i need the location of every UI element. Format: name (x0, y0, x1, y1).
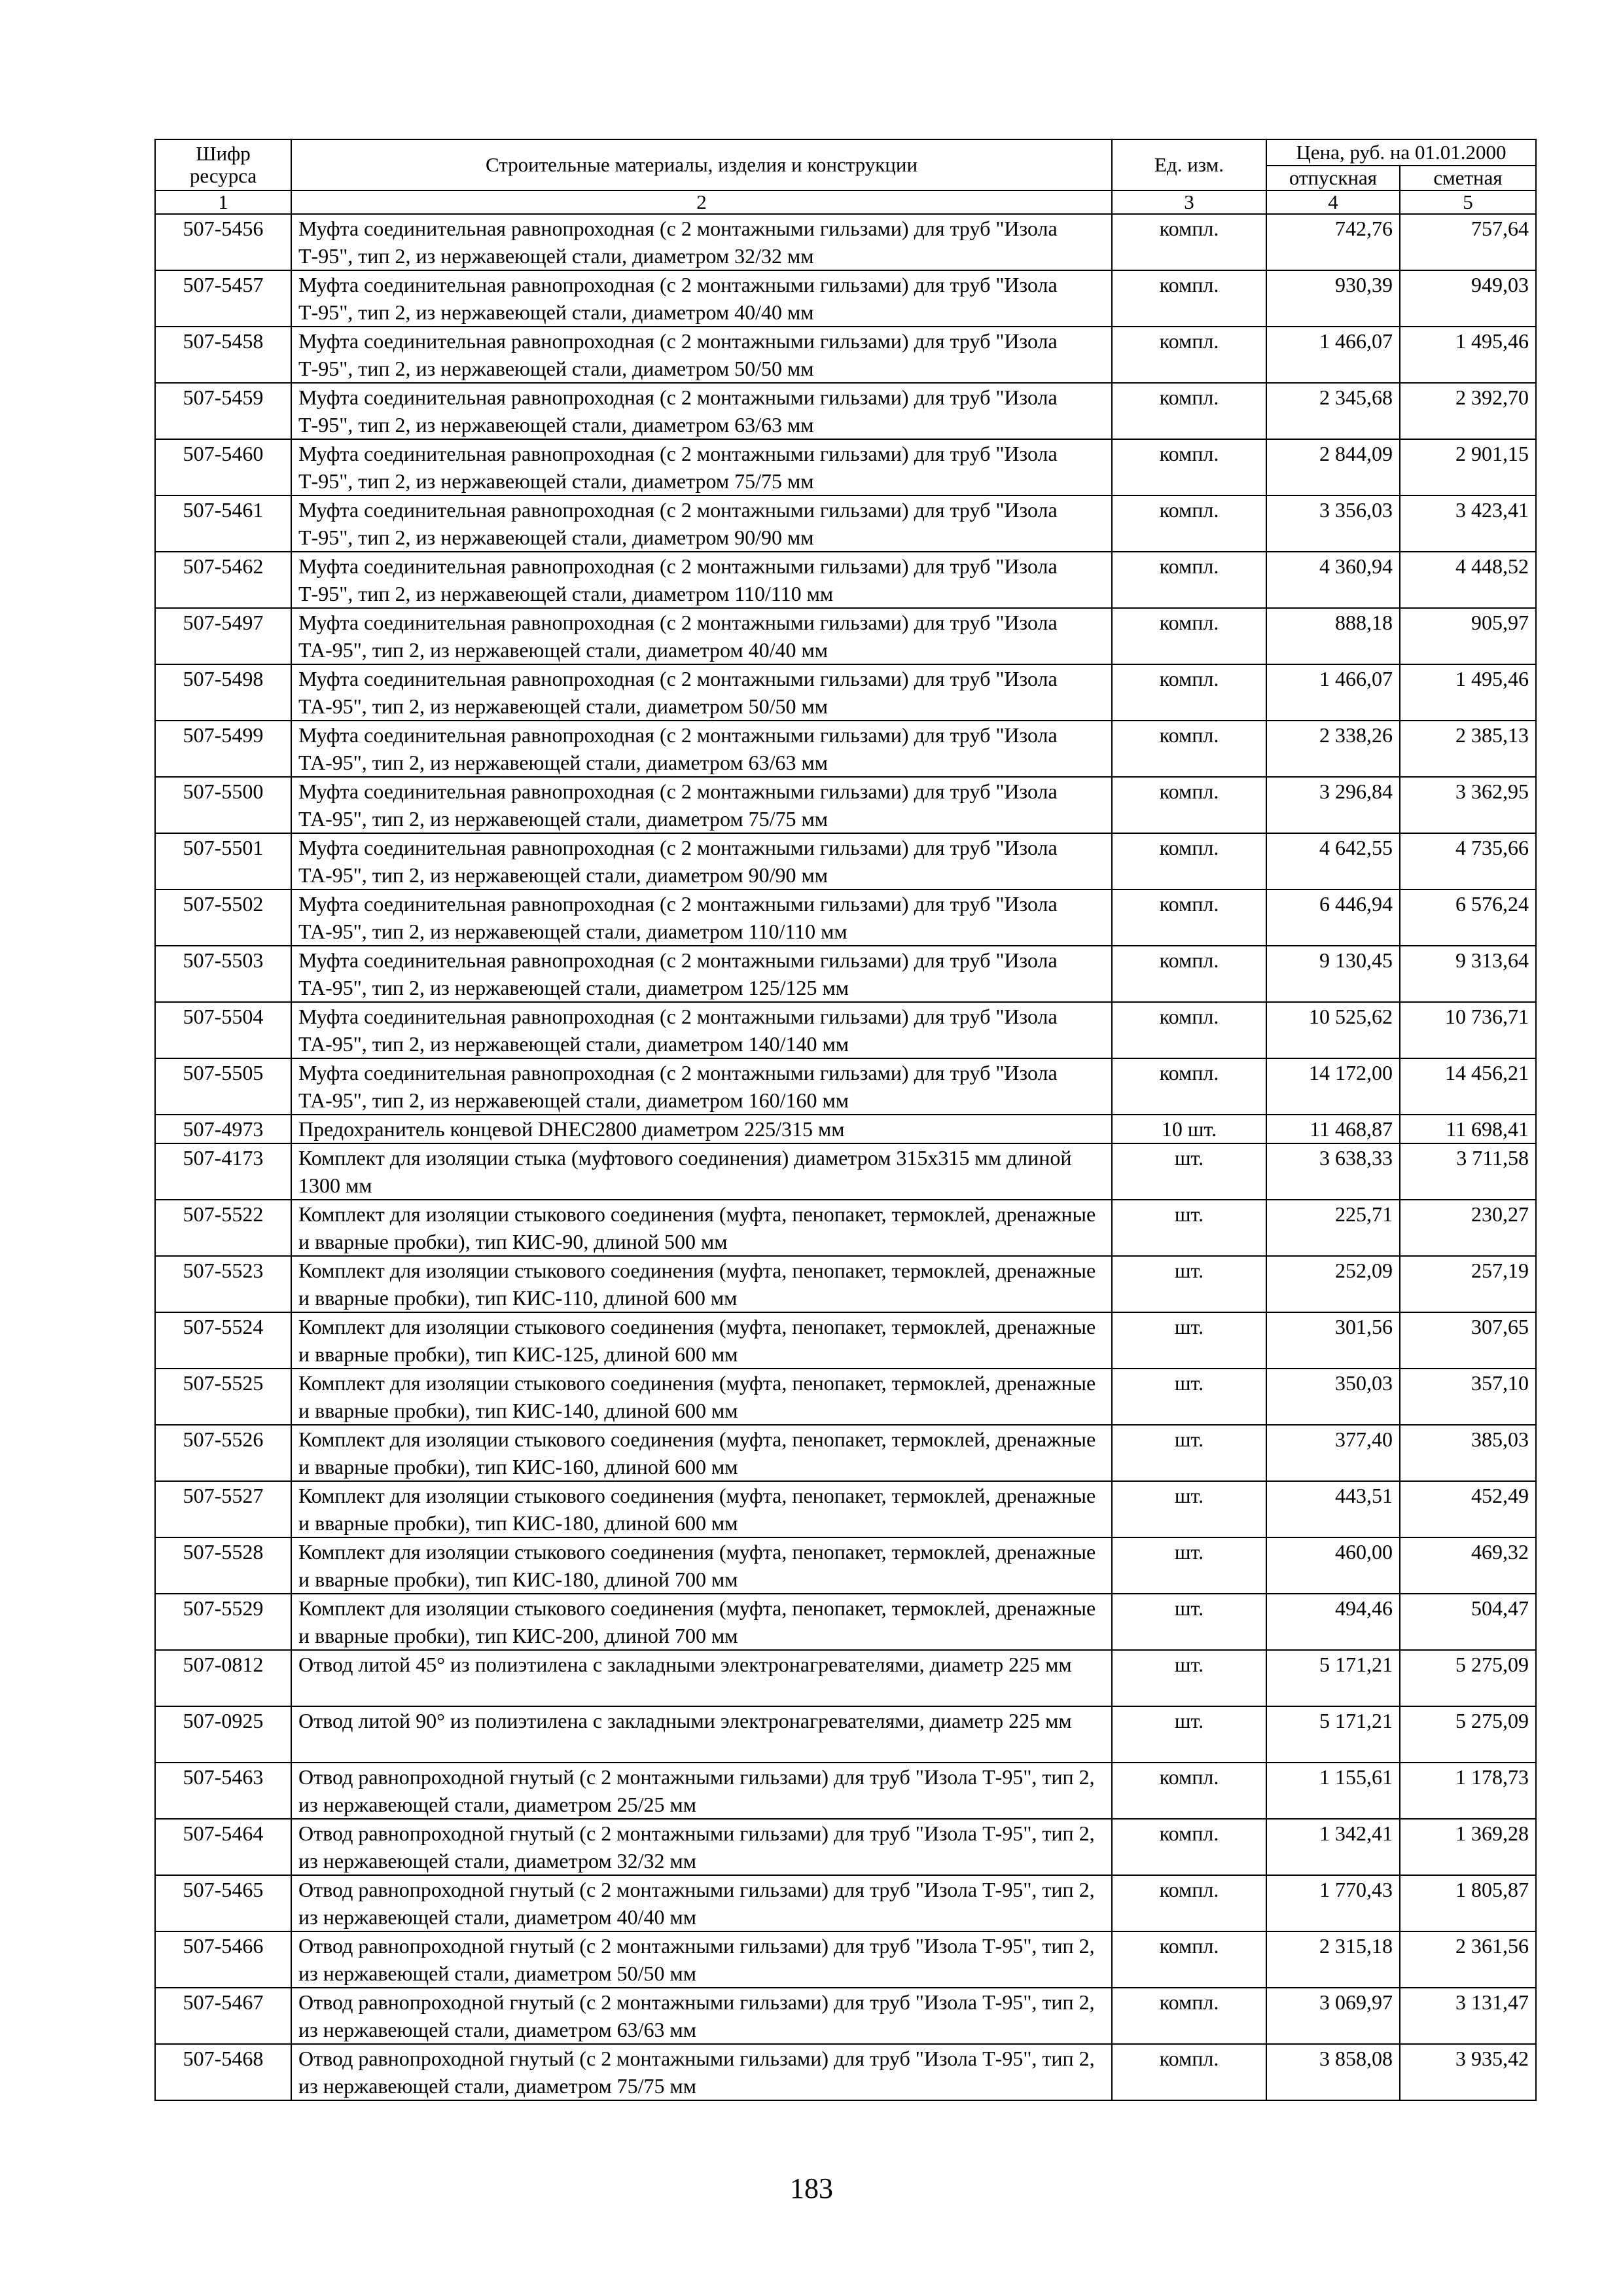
release-price: 1 466,07 (1266, 327, 1400, 383)
material-name: Муфта соединительная равнопроходная (с 2 монтажными гильзами) для труб "Изола Т-95", тип 2, из нержавеющей стали, диаметром 110/110 мм (291, 552, 1112, 608)
material-name: Муфта соединительная равнопроходная (с 2 монтажными гильзами) для труб "Изола Т-95", тип 2, из нержавеющей стали, диаметром 50/50 мм (291, 327, 1112, 383)
estimate-price: 1 495,46 (1400, 327, 1536, 383)
unit-of-measure: компл. (1112, 439, 1266, 495)
material-name: Муфта соединительная равнопроходная (с 2 монтажными гильзами) для труб "Изола ТА-95", тип 2, из нержавеющей стали, диаметром 40/40 мм (291, 608, 1112, 664)
table-row (155, 664, 1536, 721)
table-row (155, 552, 1536, 608)
unit-of-measure: шт. (1112, 1369, 1266, 1425)
release-price: 2 844,09 (1266, 439, 1400, 495)
estimate-price: 6 576,24 (1400, 889, 1536, 946)
material-name: Комплект для изоляции стыкового соединения (муфта, пенопакет, термоклей, дренажные и вварные пробки), тип КИС-180, длиной 600 мм (291, 1481, 1112, 1537)
table-row (155, 495, 1536, 552)
release-price: 3 296,84 (1266, 777, 1400, 833)
table-row (155, 1143, 1536, 1200)
estimate-price: 4 448,52 (1400, 552, 1536, 608)
table-row (155, 1819, 1536, 1875)
material-name: Отвод равнопроходной гнутый (с 2 монтажными гильзами) для труб "Изола Т-95", тип 2, из нержавеющей стали, диаметром 50/50 мм (291, 1931, 1112, 1988)
table-row (155, 1369, 1536, 1425)
table-row (155, 777, 1536, 833)
estimate-price: 9 313,64 (1400, 946, 1536, 1002)
release-price: 494,46 (1266, 1594, 1400, 1650)
material-name: Комплект для изоляции стыка (муфтового соединения) диаметром 315х315 мм длиной 1300 мм (291, 1143, 1112, 1200)
material-name: Комплект для изоляции стыкового соединения (муфта, пенопакет, термоклей, дренажные и вварные пробки), тип КИС-90, длиной 500 мм (291, 1200, 1112, 1256)
resource-code: 507-5505 (155, 1058, 291, 1115)
release-price: 2 315,18 (1266, 1931, 1400, 1988)
unit-of-measure: компл. (1112, 1763, 1266, 1819)
resource-code: 507-5463 (155, 1763, 291, 1819)
unit-of-measure: компл. (1112, 1002, 1266, 1058)
table-row (155, 214, 1536, 270)
release-price: 9 130,45 (1266, 946, 1400, 1002)
release-price: 11 468,87 (1266, 1115, 1400, 1143)
resource-code: 507-5461 (155, 495, 291, 552)
table-row (155, 1058, 1536, 1115)
resource-code: 507-5529 (155, 1594, 291, 1650)
table-row (155, 1200, 1536, 1256)
release-price: 14 172,00 (1266, 1058, 1400, 1115)
unit-of-measure: 10 шт. (1112, 1115, 1266, 1143)
estimate-price: 2 901,15 (1400, 439, 1536, 495)
unit-of-measure: шт. (1112, 1425, 1266, 1481)
price-table (154, 139, 1537, 2101)
estimate-price: 757,64 (1400, 214, 1536, 270)
material-name: Предохранитель концевой DHEC2800 диаметром 225/315 мм (291, 1115, 1112, 1143)
resource-code: 507-4973 (155, 1115, 291, 1143)
estimate-price: 3 423,41 (1400, 495, 1536, 552)
material-name: Отвод равнопроходной гнутый (с 2 монтажными гильзами) для труб "Изола Т-95", тип 2, из нержавеющей стали, диаметром 40/40 мм (291, 1875, 1112, 1931)
table-row (155, 1002, 1536, 1058)
estimate-price: 3 131,47 (1400, 1988, 1536, 2044)
resource-code: 507-5458 (155, 327, 291, 383)
resource-code: 507-5527 (155, 1481, 291, 1537)
estimate-price: 2 385,13 (1400, 721, 1536, 777)
table-header (155, 139, 1536, 214)
resource-code: 507-5525 (155, 1369, 291, 1425)
header-name: Строительные материалы, изделия и конструкции (291, 139, 1112, 190)
table-row (155, 1256, 1536, 1312)
resource-code: 507-5501 (155, 833, 291, 889)
estimate-price: 1 178,73 (1400, 1763, 1536, 1819)
resource-code: 507-5465 (155, 1875, 291, 1931)
material-name: Отвод равнопроходной гнутый (с 2 монтажными гильзами) для труб "Изола Т-95", тип 2, из нержавеющей стали, диаметром 63/63 мм (291, 1988, 1112, 2044)
page-number: 183 (790, 2172, 833, 2204)
release-price: 4 642,55 (1266, 833, 1400, 889)
unit-of-measure: шт. (1112, 1143, 1266, 1200)
material-name: Комплект для изоляции стыкового соединения (муфта, пенопакет, термоклей, дренажные и вварные пробки), тип КИС-160, длиной 600 мм (291, 1425, 1112, 1481)
release-price: 350,03 (1266, 1369, 1400, 1425)
estimate-price: 11 698,41 (1400, 1115, 1536, 1143)
col-number: 5 (1400, 190, 1536, 214)
table-row (155, 608, 1536, 664)
unit-of-measure: компл. (1112, 777, 1266, 833)
unit-of-measure: компл. (1112, 214, 1266, 270)
header-price-group: Цена, руб. на 01.01.2000 (1266, 139, 1536, 166)
estimate-price: 2 361,56 (1400, 1931, 1536, 1988)
material-name: Муфта соединительная равнопроходная (с 2 монтажными гильзами) для труб "Изола Т-95", тип 2, из нержавеющей стали, диаметром 90/90 мм (291, 495, 1112, 552)
resource-code: 507-5498 (155, 664, 291, 721)
unit-of-measure: шт. (1112, 1312, 1266, 1369)
resource-code: 507-5523 (155, 1256, 291, 1312)
unit-of-measure: компл. (1112, 2044, 1266, 2100)
estimate-price: 3 362,95 (1400, 777, 1536, 833)
resource-code: 507-5497 (155, 608, 291, 664)
resource-code: 507-5466 (155, 1931, 291, 1988)
resource-code: 507-5468 (155, 2044, 291, 2100)
estimate-price: 905,97 (1400, 608, 1536, 664)
release-price: 1 155,61 (1266, 1763, 1400, 1819)
resource-code: 507-4173 (155, 1143, 291, 1200)
table-row (155, 1594, 1536, 1650)
resource-code: 507-5522 (155, 1200, 291, 1256)
release-price: 10 525,62 (1266, 1002, 1400, 1058)
unit-of-measure: компл. (1112, 1931, 1266, 1988)
release-price: 930,39 (1266, 270, 1400, 327)
material-name: Муфта соединительная равнопроходная (с 2 монтажными гильзами) для труб "Изола ТА-95", тип 2, из нержавеющей стали, диаметром 160/160 мм (291, 1058, 1112, 1115)
estimate-price: 452,49 (1400, 1481, 1536, 1537)
release-price: 1 342,41 (1266, 1819, 1400, 1875)
material-name: Муфта соединительная равнопроходная (с 2 монтажными гильзами) для труб "Изола ТА-95", тип 2, из нержавеющей стали, диаметром 110/110 мм (291, 889, 1112, 946)
release-price: 742,76 (1266, 214, 1400, 270)
material-name: Муфта соединительная равнопроходная (с 2 монтажными гильзами) для труб "Изола ТА-95", тип 2, из нержавеющей стали, диаметром 50/50 мм (291, 664, 1112, 721)
resource-code: 507-5462 (155, 552, 291, 608)
table-row (155, 1763, 1536, 1819)
resource-code: 507-5499 (155, 721, 291, 777)
unit-of-measure: компл. (1112, 1819, 1266, 1875)
table-row (155, 889, 1536, 946)
unit-of-measure: компл. (1112, 1988, 1266, 2044)
resource-code: 507-5467 (155, 1988, 291, 2044)
release-price: 460,00 (1266, 1537, 1400, 1594)
material-name: Комплект для изоляции стыкового соединения (муфта, пенопакет, термоклей, дренажные и вварные пробки), тип КИС-140, длиной 600 мм (291, 1369, 1112, 1425)
release-price: 5 171,21 (1266, 1650, 1400, 1706)
release-price: 888,18 (1266, 608, 1400, 664)
release-price: 2 338,26 (1266, 721, 1400, 777)
release-price: 377,40 (1266, 1425, 1400, 1481)
header-price-release: отпускная (1266, 166, 1400, 190)
table-row (155, 1875, 1536, 1931)
resource-code: 507-5456 (155, 214, 291, 270)
release-price: 3 356,03 (1266, 495, 1400, 552)
material-name: Муфта соединительная равнопроходная (с 2 монтажными гильзами) для труб "Изола Т-95", тип 2, из нержавеющей стали, диаметром 75/75 мм (291, 439, 1112, 495)
release-price: 1 770,43 (1266, 1875, 1400, 1931)
estimate-price: 3 711,58 (1400, 1143, 1536, 1200)
material-name: Отвод литой 45° из полиэтилена с закладными электронагревателями, диаметр 225 мм (291, 1650, 1112, 1706)
unit-of-measure: компл. (1112, 1058, 1266, 1115)
resource-code: 507-5459 (155, 383, 291, 439)
material-name: Муфта соединительная равнопроходная (с 2 монтажными гильзами) для труб "Изола ТА-95", тип 2, из нержавеющей стали, диаметром 63/63 мм (291, 721, 1112, 777)
unit-of-measure: компл. (1112, 327, 1266, 383)
unit-of-measure: компл. (1112, 552, 1266, 608)
release-price: 225,71 (1266, 1200, 1400, 1256)
table-row (155, 270, 1536, 327)
table-row (155, 1115, 1536, 1143)
release-price: 6 446,94 (1266, 889, 1400, 946)
col-number: 4 (1266, 190, 1400, 214)
unit-of-measure: шт. (1112, 1650, 1266, 1706)
material-name: Комплект для изоляции стыкового соединения (муфта, пенопакет, термоклей, дренажные и вварные пробки), тип КИС-180, длиной 700 мм (291, 1537, 1112, 1594)
material-name: Муфта соединительная равнопроходная (с 2 монтажными гильзами) для труб "Изола ТА-95", тип 2, из нержавеющей стали, диаметром 75/75 мм (291, 777, 1112, 833)
unit-of-measure: шт. (1112, 1256, 1266, 1312)
table-row (155, 1706, 1536, 1763)
unit-of-measure: шт. (1112, 1481, 1266, 1537)
unit-of-measure: компл. (1112, 495, 1266, 552)
estimate-price: 357,10 (1400, 1369, 1536, 1425)
release-price: 2 345,68 (1266, 383, 1400, 439)
header-unit: Ед. изм. (1112, 139, 1266, 190)
resource-code: 507-5460 (155, 439, 291, 495)
material-name: Муфта соединительная равнопроходная (с 2 монтажными гильзами) для труб "Изола ТА-95", тип 2, из нержавеющей стали, диаметром 140/140 мм (291, 1002, 1112, 1058)
material-name: Отвод равнопроходной гнутый (с 2 монтажными гильзами) для труб "Изола Т-95", тип 2, из нержавеющей стали, диаметром 32/32 мм (291, 1819, 1112, 1875)
material-name: Муфта соединительная равнопроходная (с 2 монтажными гильзами) для труб "Изола ТА-95", тип 2, из нержавеющей стали, диаметром 90/90 мм (291, 833, 1112, 889)
unit-of-measure: шт. (1112, 1537, 1266, 1594)
release-price: 3 858,08 (1266, 2044, 1400, 2100)
table-row (155, 1650, 1536, 1706)
release-price: 1 466,07 (1266, 664, 1400, 721)
release-price: 5 171,21 (1266, 1706, 1400, 1763)
unit-of-measure: компл. (1112, 1875, 1266, 1931)
unit-of-measure: шт. (1112, 1200, 1266, 1256)
material-name: Муфта соединительная равнопроходная (с 2 монтажными гильзами) для труб "Изола Т-95", тип 2, из нержавеющей стали, диаметром 63/63 мм (291, 383, 1112, 439)
resource-code: 507-0812 (155, 1650, 291, 1706)
material-name: Муфта соединительная равнопроходная (с 2 монтажными гильзами) для труб "Изола ТА-95", тип 2, из нержавеющей стали, диаметром 125/125 мм (291, 946, 1112, 1002)
table-row (155, 721, 1536, 777)
unit-of-measure: компл. (1112, 664, 1266, 721)
unit-of-measure: шт. (1112, 1594, 1266, 1650)
resource-code: 507-5524 (155, 1312, 291, 1369)
resource-code: 507-5457 (155, 270, 291, 327)
estimate-price: 1 495,46 (1400, 664, 1536, 721)
unit-of-measure: компл. (1112, 833, 1266, 889)
estimate-price: 230,27 (1400, 1200, 1536, 1256)
material-name: Отвод литой 90° из полиэтилена с закладными электронагревателями, диаметр 225 мм (291, 1706, 1112, 1763)
estimate-price: 10 736,71 (1400, 1002, 1536, 1058)
unit-of-measure: компл. (1112, 383, 1266, 439)
estimate-price: 14 456,21 (1400, 1058, 1536, 1115)
table-row (155, 439, 1536, 495)
table-row (155, 946, 1536, 1002)
unit-of-measure: компл. (1112, 270, 1266, 327)
table-row (155, 2044, 1536, 2100)
material-name: Комплект для изоляции стыкового соединения (муфта, пенопакет, термоклей, дренажные и вварные пробки), тип КИС-125, длиной 600 мм (291, 1312, 1112, 1369)
estimate-price: 5 275,09 (1400, 1706, 1536, 1763)
release-price: 3 638,33 (1266, 1143, 1400, 1200)
unit-of-measure: шт. (1112, 1706, 1266, 1763)
material-name: Комплект для изоляции стыкового соединения (муфта, пенопакет, термоклей, дренажные и вварные пробки), тип КИС-110, длиной 600 мм (291, 1256, 1112, 1312)
estimate-price: 257,19 (1400, 1256, 1536, 1312)
material-name: Муфта соединительная равнопроходная (с 2 монтажными гильзами) для труб "Изола Т-95", тип 2, из нержавеющей стали, диаметром 40/40 мм (291, 270, 1112, 327)
estimate-price: 3 935,42 (1400, 2044, 1536, 2100)
table-row (155, 1537, 1536, 1594)
resource-code: 507-5500 (155, 777, 291, 833)
resource-code: 507-5504 (155, 1002, 291, 1058)
table-row (155, 833, 1536, 889)
estimate-price: 385,03 (1400, 1425, 1536, 1481)
material-name: Отвод равнопроходной гнутый (с 2 монтажными гильзами) для труб "Изола Т-95", тип 2, из нержавеющей стали, диаметром 25/25 мм (291, 1763, 1112, 1819)
material-name: Комплект для изоляции стыкового соединения (муфта, пенопакет, термоклей, дренажные и вварные пробки), тип КИС-200, длиной 700 мм (291, 1594, 1112, 1650)
estimate-price: 1 369,28 (1400, 1819, 1536, 1875)
estimate-price: 1 805,87 (1400, 1875, 1536, 1931)
release-price: 4 360,94 (1266, 552, 1400, 608)
table-body (155, 214, 1536, 2100)
col-number: 1 (155, 190, 291, 214)
resource-code: 507-0925 (155, 1706, 291, 1763)
resource-code: 507-5503 (155, 946, 291, 1002)
unit-of-measure: компл. (1112, 946, 1266, 1002)
unit-of-measure: компл. (1112, 889, 1266, 946)
material-name: Муфта соединительная равнопроходная (с 2 монтажными гильзами) для труб "Изола Т-95", тип 2, из нержавеющей стали, диаметром 32/32 мм (291, 214, 1112, 270)
unit-of-measure: компл. (1112, 608, 1266, 664)
estimate-price: 5 275,09 (1400, 1650, 1536, 1706)
estimate-price: 307,65 (1400, 1312, 1536, 1369)
estimate-price: 504,47 (1400, 1594, 1536, 1650)
col-number: 2 (291, 190, 1112, 214)
estimate-price: 2 392,70 (1400, 383, 1536, 439)
release-price: 443,51 (1266, 1481, 1400, 1537)
resource-code: 507-5528 (155, 1537, 291, 1594)
header-price-estimate: сметная (1400, 166, 1536, 190)
resource-code: 507-5526 (155, 1425, 291, 1481)
unit-of-measure: компл. (1112, 721, 1266, 777)
estimate-price: 4 735,66 (1400, 833, 1536, 889)
col-number: 3 (1112, 190, 1266, 214)
table-row (155, 1425, 1536, 1481)
release-price: 301,56 (1266, 1312, 1400, 1369)
resource-code: 507-5502 (155, 889, 291, 946)
material-name: Отвод равнопроходной гнутый (с 2 монтажными гильзами) для труб "Изола Т-95", тип 2, из нержавеющей стали, диаметром 75/75 мм (291, 2044, 1112, 2100)
resource-code: 507-5464 (155, 1819, 291, 1875)
table-row (155, 327, 1536, 383)
release-price: 3 069,97 (1266, 1988, 1400, 2044)
table-row (155, 1312, 1536, 1369)
release-price: 252,09 (1266, 1256, 1400, 1312)
header-code: Шифр ресурса (155, 139, 291, 190)
table-row (155, 1481, 1536, 1537)
estimate-price: 469,32 (1400, 1537, 1536, 1594)
estimate-price: 949,03 (1400, 270, 1536, 327)
table-row (155, 1988, 1536, 2044)
table-row (155, 1931, 1536, 1988)
table-row (155, 383, 1536, 439)
